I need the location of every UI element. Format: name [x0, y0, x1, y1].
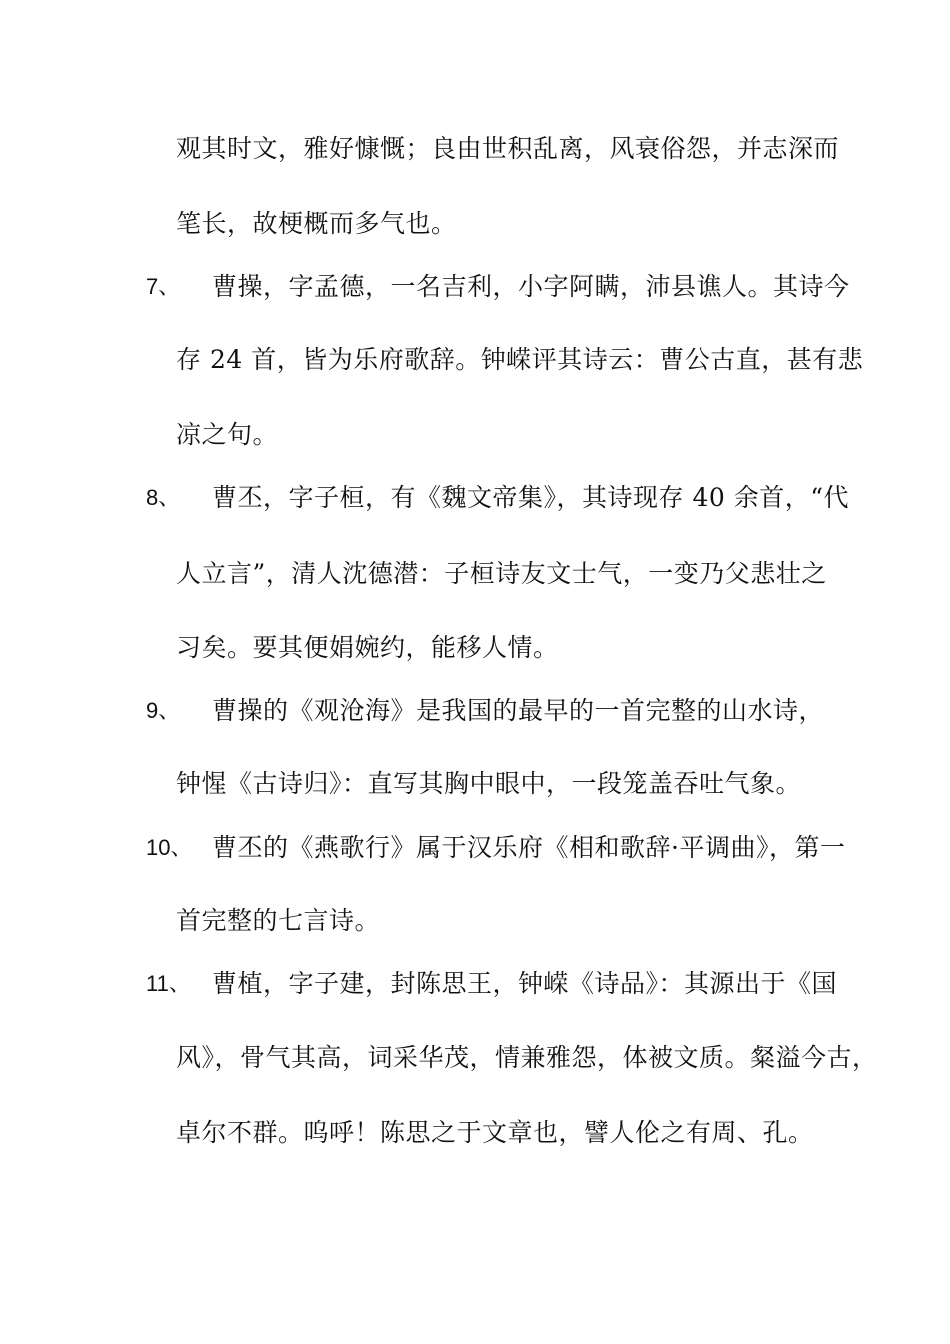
item-7-number: 7、 — [146, 274, 181, 299]
item-8-number: 8、 — [146, 485, 181, 510]
item-9-line-1: 曹操的《观沧海》是我国的最早的一首完整的山水诗， — [212, 696, 825, 725]
item-8-line-3: 习矣。要其便娟婉约，能移人情。 — [176, 633, 559, 662]
item-11-line-3: 卓尔不群。呜呼！陈思之于文章也，譬人伦之有周、孔。 — [176, 1118, 814, 1147]
item-7-line-2: 存 24 首，皆为乐府歌辞。钟嵘评其诗云：曹公古直，甚有悲 — [176, 345, 864, 374]
item-11-number: 11、 — [146, 971, 191, 996]
item-10-number: 10、 — [146, 835, 193, 860]
item-10-line-2: 首完整的七言诗。 — [176, 906, 381, 935]
intro-line-1: 观其时文，雅好慷慨；良由世积乱离，风衰俗怨，并志深而 — [176, 134, 840, 163]
item-9-number: 9、 — [146, 698, 181, 723]
item-8-line-2: 人立言”，清人沈德潜：子桓诗友文士气，一变乃父悲壮之 — [176, 559, 827, 588]
item-9-line-2: 钟惺《古诗归》：直写其胸中眼中，一段笼盖吞吐气象。 — [176, 769, 802, 798]
item-10-line-1: 曹丕的《燕歌行》属于汉乐府《相和歌辞·平调曲》，第一 — [212, 833, 846, 862]
intro-line-2: 笔长，故梗概而多气也。 — [176, 209, 457, 238]
item-7-line-1: 曹操，字孟德，一名吉利，小字阿瞒，沛县谯人。其诗今 — [212, 272, 850, 301]
item-7-line-3: 凉之句。 — [176, 420, 279, 449]
item-11-line-1: 曹植，字子建，封陈思王，钟嵘《诗品》：其源出于《国 — [212, 969, 838, 998]
item-11-line-2: 风》，骨气其高，词采华茂，情兼雅怨，体被文质。粲溢今古， — [176, 1043, 878, 1072]
item-8-line-1: 曹丕，字子桓，有《魏文帝集》，其诗现存 40 余首，“代 — [212, 483, 849, 512]
